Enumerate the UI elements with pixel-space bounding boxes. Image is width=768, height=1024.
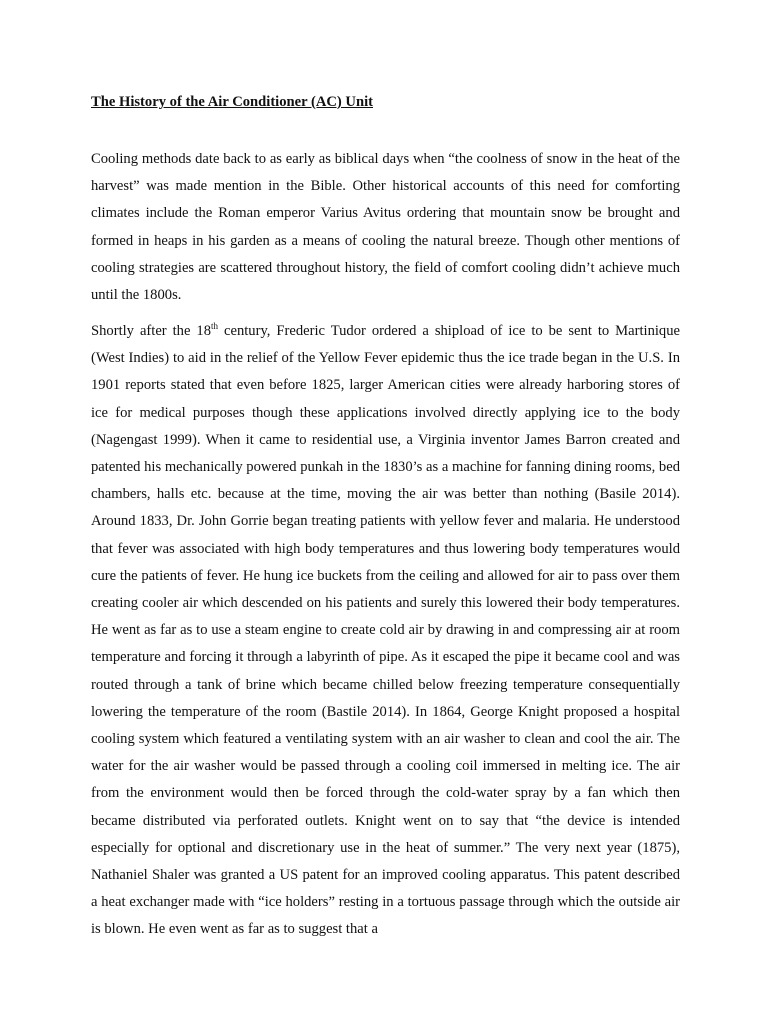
paragraph-2-lead: Shortly after the 18 bbox=[91, 323, 212, 339]
paragraph-1: Cooling methods date back to as early as biblical days when “the coolness of snow in the heat of the harvest” was made mention in the Bible. Other historical accounts of this need for comforting climates include the Roman emperor Varius Avitus ordering that mountain snow be brought and formed in heaps in his garden as a means of cooling the natural breeze. Though other mentions of cooling strategies are scattered throughout history, the field of comfort cooling didn’t achieve much until the 1800s. bbox=[91, 151, 680, 304]
ordinal-superscript: th bbox=[211, 321, 219, 331]
paragraph-2 bbox=[91, 318, 680, 944]
paragraph-2-body: century, Frederic Tudor ordered a shipload of ice to be sent to Martinique (West Indies) to aid in the relief of the Yellow Fever epidemic thus the ice trade began in the U.S. In 1901 reports stated that even before 1825, larger American cities were already harboring stores of ice for medical purposes though these applications involved directly applying ice to the body (Nagengast 1999). When it came to residential use, a Virginia inventor James Barron created and patented his mechanically powered punkah in the 1830’s as a machine for fanning dining rooms, bed chambers, halls etc. because at the time, moving the air was better than nothing (Basile 2014). Around 1833, Dr. John Gorrie began treating patients with yellow fever and malaria. He understood that fever was associated with high body temperatures and thus lowering body temperatures would cure the patients of fever. He hung ice buckets from the ceiling and allowed for air to pass over them creating cooler air which descended on his patients and surely this lowered their body temperatures. He went as far as to use a steam engine to create cold air by drawing in and compressing air at room temperature and forcing it through a labyrinth of pipe. As it escaped the pipe it became cool and was routed through a tank of brine which became chilled below freezing temperature consequentially lowering the temperature of the room (Bastile 2014). In 1864, George Knight proposed a hospital cooling system which featured a ventilating system with an air washer to clean and cool the air. The water for the air washer would be passed through a cooling coil immersed in melting ice. The air from the environment would then be forced through the cold-water spray by a fan which then became distributed via perforated outlets. Knight went on to say that “the device is intended especially for optional and discretionary use in the heat of summer.” The very next year (1875), Nathaniel Shaler was granted a US patent for an improved cooling apparatus. This patent described a heat exchanger made with “ice holders” resting in a tortuous passage through which the outside air is blown. He even went as far as to suggest that a bbox=[91, 323, 680, 938]
document-title: The History of the Air Conditioner (AC) Unit bbox=[91, 94, 374, 110]
